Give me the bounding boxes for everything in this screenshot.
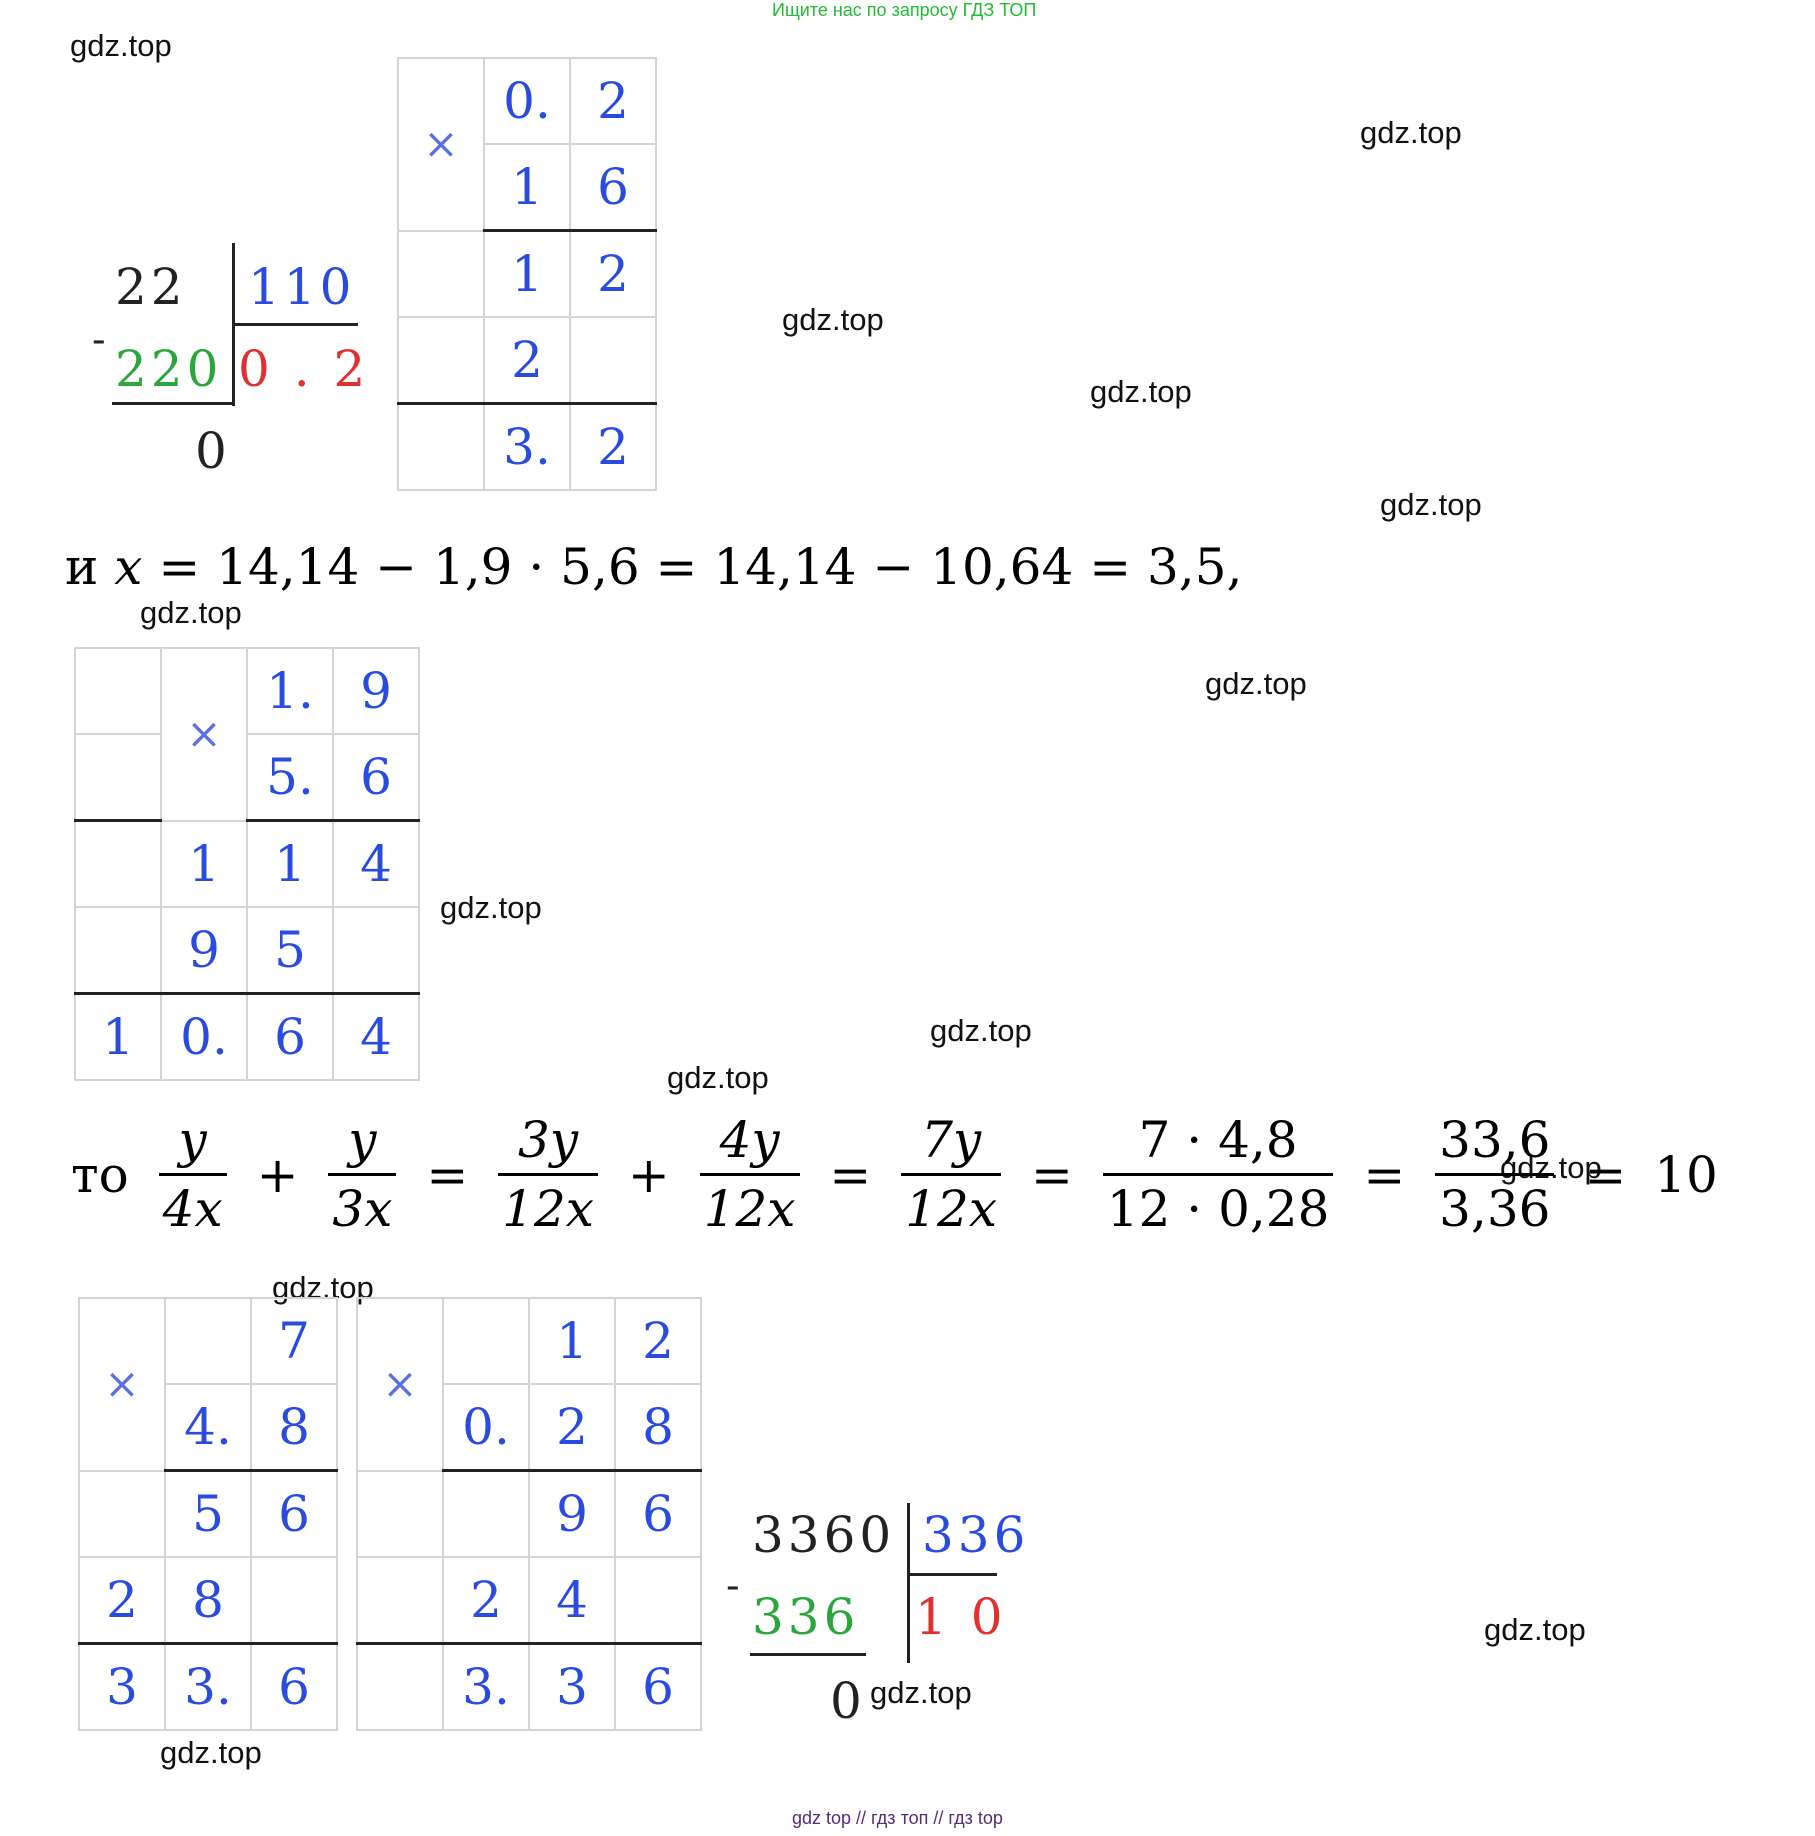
grid-cell: 3. <box>165 1644 251 1731</box>
plus-sign: + <box>256 1145 299 1204</box>
mult2-grid <box>74 647 420 1081</box>
div2-product: 336 <box>752 1588 860 1646</box>
grid-cell: 6 <box>333 734 419 821</box>
fraction-numerator: y <box>159 1115 227 1176</box>
grid-cell: 3. <box>484 404 570 491</box>
fraction-denominator: 12x <box>905 1180 998 1238</box>
fraction <box>901 1111 1001 1238</box>
div1-dividend: 22 <box>115 258 187 316</box>
watermark: gdz.top <box>1500 1150 1602 1185</box>
multiply-sign: × <box>398 58 484 231</box>
multiply-sign: × <box>79 1298 165 1471</box>
grid-cell: 9 <box>529 1471 615 1558</box>
grid-cell: 7 <box>251 1298 337 1384</box>
grid-cell: 6 <box>615 1644 701 1731</box>
watermark: gdz.top <box>1380 487 1482 522</box>
grid-cell <box>75 648 161 734</box>
grid-cell: 2 <box>443 1557 529 1644</box>
grid-cell: 1. <box>247 648 333 734</box>
watermark: gdz.top <box>1484 1612 1586 1647</box>
watermark: gdz.top <box>440 890 542 925</box>
grid-cell: 8 <box>165 1557 251 1644</box>
div2-subtract-line <box>750 1653 866 1656</box>
watermark: gdz.top <box>1205 666 1307 701</box>
fraction <box>328 1111 396 1238</box>
grid-cell: 0. <box>443 1384 529 1471</box>
grid-cell: 2 <box>79 1557 165 1644</box>
watermark: gdz.top <box>160 1735 262 1770</box>
grid-cell <box>357 1644 443 1731</box>
div2-divisor: 336 <box>922 1506 1030 1564</box>
div2-vertical-bar <box>907 1503 910 1663</box>
mult4-grid <box>356 1297 702 1731</box>
watermark: gdz.top <box>140 595 242 630</box>
fraction-numerator: 7y <box>901 1115 1001 1176</box>
div1-quotient: 0 . 2 <box>238 340 370 398</box>
div1-remainder: 0 <box>195 422 231 480</box>
grid-cell: 4 <box>333 821 419 908</box>
fraction-numerator: 33,6 <box>1435 1115 1554 1176</box>
grid-cell <box>398 404 484 491</box>
fraction-denominator: 4x <box>162 1180 223 1238</box>
eq2-lead: то <box>71 1145 129 1204</box>
grid-cell: 2 <box>570 231 656 318</box>
grid-cell: 1 <box>529 1298 615 1384</box>
eq2-result: 10 <box>1654 1145 1718 1204</box>
equals-sign: = <box>1584 1145 1627 1204</box>
top-banner: Ищите нас по запросу ГДЗ ТОП <box>772 0 1037 20</box>
grid-cell: 3 <box>79 1644 165 1731</box>
grid-cell <box>443 1298 529 1384</box>
fraction-denominator: 12x <box>703 1180 796 1238</box>
grid-cell: 5. <box>247 734 333 821</box>
grid-cell <box>357 1471 443 1558</box>
mult1-grid <box>397 57 657 491</box>
fraction-denominator: 12x <box>502 1180 594 1238</box>
grid-cell: 2 <box>615 1298 701 1384</box>
grid-cell: 4 <box>529 1557 615 1644</box>
div1-product: 220 <box>115 340 223 398</box>
mult3-grid <box>78 1297 338 1731</box>
grid-cell: 6 <box>615 1471 701 1558</box>
grid-cell: 4. <box>165 1384 251 1471</box>
grid-cell: 5 <box>247 907 333 994</box>
div1-minus: - <box>92 317 110 363</box>
fraction-denominator: 12 · 0,28 <box>1106 1180 1330 1238</box>
grid-cell: 9 <box>161 907 247 994</box>
grid-cell: 5 <box>165 1471 251 1558</box>
grid-cell: 0. <box>484 58 570 144</box>
grid-cell <box>75 821 161 908</box>
fraction <box>498 1111 598 1238</box>
fraction <box>1435 1111 1554 1238</box>
fraction-numerator: 3y <box>498 1115 598 1176</box>
grid-cell: 2 <box>529 1384 615 1471</box>
eq1-var: x <box>114 538 143 596</box>
grid-cell <box>75 734 161 821</box>
grid-cell <box>570 317 656 404</box>
grid-cell <box>79 1471 165 1558</box>
grid-cell: 0. <box>161 994 247 1081</box>
eq1-rest: = 14,14 − 1,9 · 5,6 = 14,14 − 10,64 = 3,5, <box>158 538 1243 596</box>
grid-cell <box>75 907 161 994</box>
grid-cell: 1 <box>484 231 570 318</box>
grid-cell: 8 <box>251 1384 337 1471</box>
div1-quotient-line <box>232 323 358 326</box>
multiply-sign: × <box>161 648 247 821</box>
fraction-numerator: 4y <box>700 1115 800 1176</box>
fraction <box>700 1111 800 1238</box>
div2-dividend: 3360 <box>752 1506 896 1564</box>
grid-cell: 3 <box>529 1644 615 1731</box>
grid-cell <box>357 1557 443 1644</box>
plus-sign: + <box>627 1145 670 1204</box>
grid-cell <box>615 1557 701 1644</box>
grid-cell <box>398 231 484 318</box>
div1-subtract-line <box>112 402 235 405</box>
grid-cell <box>165 1298 251 1384</box>
equals-sign: = <box>1363 1145 1406 1204</box>
grid-cell: 2 <box>570 58 656 144</box>
watermark: gdz.top <box>667 1060 769 1095</box>
grid-cell: 8 <box>615 1384 701 1471</box>
grid-cell: 6 <box>247 994 333 1081</box>
grid-cell <box>333 907 419 994</box>
grid-cell: 2 <box>484 317 570 404</box>
grid-cell: 9 <box>333 648 419 734</box>
watermark: gdz.top <box>1090 374 1192 409</box>
fraction-denominator: 3x <box>332 1180 393 1238</box>
grid-cell: 4 <box>333 994 419 1081</box>
watermark: gdz.top <box>1360 115 1462 150</box>
grid-cell <box>398 317 484 404</box>
grid-cell: 1 <box>75 994 161 1081</box>
eq1-lead: и <box>65 538 99 596</box>
watermark: gdz.top <box>782 302 884 337</box>
grid-cell: 3. <box>443 1644 529 1731</box>
div2-quotient: 1 0 <box>915 1588 1007 1646</box>
watermark: gdz.top <box>870 1675 972 1710</box>
grid-cell: 6 <box>251 1471 337 1558</box>
equals-sign: = <box>426 1145 469 1204</box>
fraction-denominator: 3,36 <box>1439 1180 1551 1238</box>
equals-sign: = <box>829 1145 872 1204</box>
grid-cell: 2 <box>570 404 656 491</box>
grid-cell: 6 <box>570 144 656 231</box>
div2-quotient-line <box>907 1573 997 1576</box>
grid-cell <box>443 1471 529 1558</box>
equals-sign: = <box>1030 1145 1073 1204</box>
multiply-sign: × <box>357 1298 443 1471</box>
grid-cell: 1 <box>484 144 570 231</box>
div1-divisor: 110 <box>248 258 356 316</box>
footer-links: gdz top // гдз топ // гдз top <box>792 1808 1003 1828</box>
watermark: gdz.top <box>930 1013 1032 1048</box>
watermark: gdz.top <box>70 28 172 63</box>
grid-cell <box>251 1557 337 1644</box>
equation-2 <box>65 1111 1724 1238</box>
fraction-numerator: y <box>328 1115 396 1176</box>
div2-remainder: 0 <box>830 1672 866 1730</box>
watermark: gdz.top <box>272 1270 374 1305</box>
grid-cell: 1 <box>161 821 247 908</box>
grid-cell: 1 <box>247 821 333 908</box>
grid-cell: 6 <box>251 1644 337 1731</box>
fraction <box>159 1111 227 1238</box>
equation-1 <box>65 538 1242 596</box>
fraction-numerator: 7 · 4,8 <box>1103 1115 1334 1176</box>
div2-minus: - <box>726 1563 744 1609</box>
fraction <box>1103 1111 1334 1238</box>
